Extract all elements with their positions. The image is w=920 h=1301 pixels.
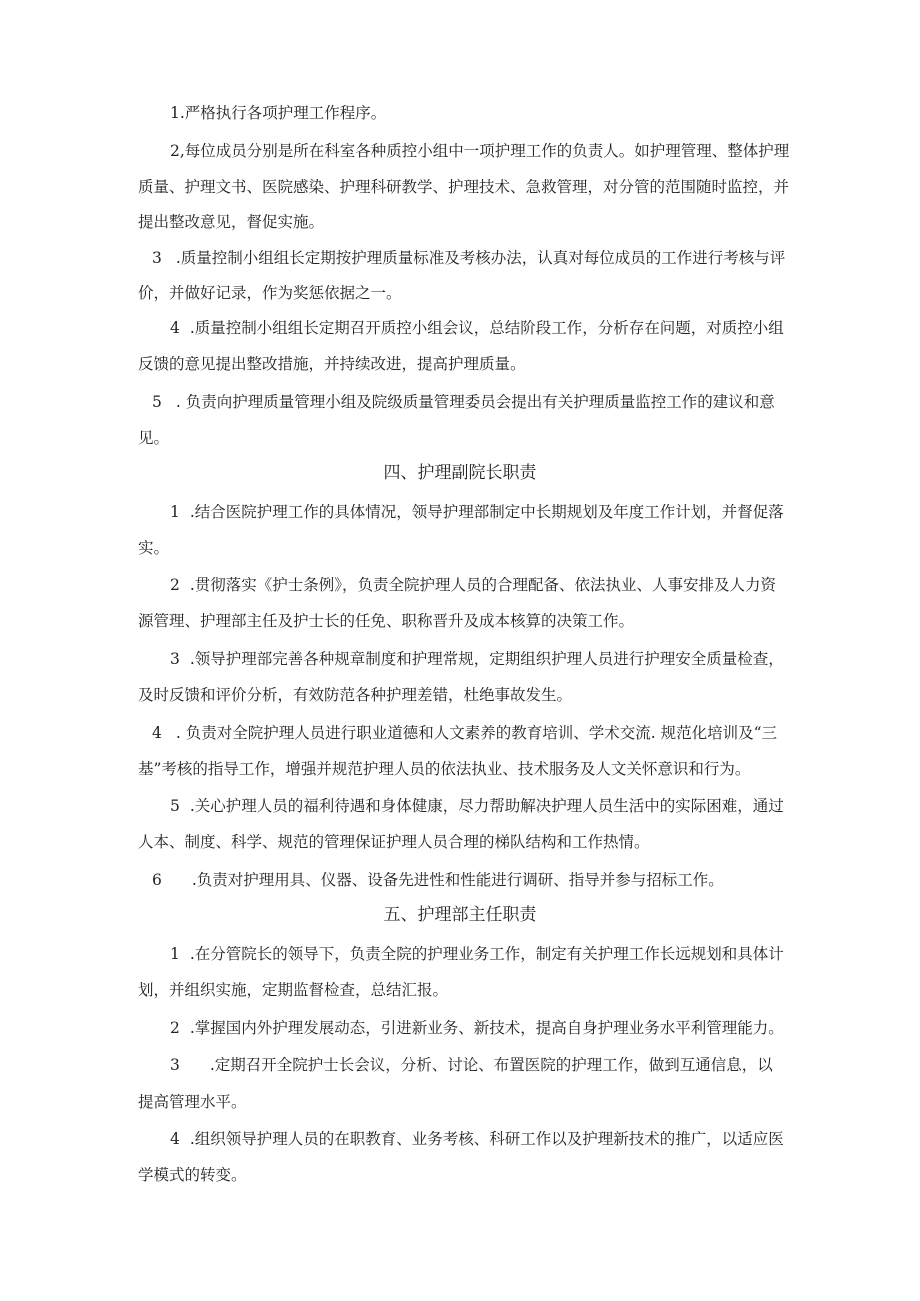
paragraph-text: 每位成员分别是所在科室各种质控小组中一项护理工作的负责人。如护理管理、整体护理 xyxy=(184,142,790,160)
item-number: 2, xyxy=(170,142,185,160)
paragraph-3-4-line-1 xyxy=(170,318,784,338)
paragraph-text: .质量控制小组组长定期召开质控小组会议，总结阶段工作，分析存在问题，对质控小组 xyxy=(189,319,784,337)
paragraph-3-3-line-2: 价，并做好记录，作为奖惩依据之一。 xyxy=(138,284,402,302)
paragraph-5-3-line-2: 提高管理水平。 xyxy=(138,1093,247,1111)
paragraph-3-3-line-1 xyxy=(152,248,785,268)
paragraph-text: . 负责对全院护理人员进行职业道德和人文素养的教育培训、学术交流. 规范化培训及“三 xyxy=(175,724,778,742)
paragraph-text: .领导护理部完善各种规章制度和护理常规，定期组织护理人员进行护理安全质量检查， xyxy=(189,650,784,668)
paragraph-text: .质量控制小组组长定期按护理质量标准及考核办法，认真对每位成员的工作进行考核与评 xyxy=(175,249,786,267)
paragraph-text: .掌握国内外护理发展动态，引进新业务、新技术，提高自身护理业务水平利管理能力。 xyxy=(189,1019,784,1037)
paragraph-5-4-line-2: 学模式的转变。 xyxy=(138,1166,247,1184)
item-number: 1. xyxy=(170,104,185,122)
paragraph-4-5-line-1 xyxy=(170,796,784,816)
paragraph-4-2-line-2: 源管理、护理部主任及护士长的任免、职称晋升及成本核算的决策工作。 xyxy=(138,612,635,630)
paragraph-5-2-line-1 xyxy=(170,1018,784,1038)
paragraph-text: .负责对护理用具、仪器、设备先进性和性能进行调研、指导并参与招标工作。 xyxy=(191,871,724,889)
paragraph-4-1-line-1 xyxy=(170,502,784,522)
paragraph-text: .在分管院长的领导下，负责全院的护理业务工作，制定有关护理工作长远规划和具体计 xyxy=(189,945,784,963)
paragraph-4-6-line-1 xyxy=(152,870,724,890)
item-number: 1 xyxy=(170,945,180,963)
paragraph-3-2-line-3: 提出整改意见，督促实施。 xyxy=(138,213,325,231)
item-number: 3 xyxy=(152,249,162,267)
paragraph-4-1-line-2: 实。 xyxy=(138,539,170,557)
item-number: 6 xyxy=(152,871,162,889)
paragraph-4-4-line-2: 基”考核的指导工作，增强并规范护理人员的依法执业、技术服务及人文关怀意识和行为。 xyxy=(138,760,751,778)
paragraph-3-5-line-1 xyxy=(152,392,775,412)
item-number: 5 xyxy=(152,393,162,411)
paragraph-text: 严格执行各项护理工作程序。 xyxy=(184,104,387,122)
paragraph-3-5-line-2: 见。 xyxy=(138,429,170,447)
paragraph-text: .关心护理人员的福利待遇和身体健康，尽力帮助解决护理人员生活中的实际困难，通过 xyxy=(189,797,784,815)
paragraph-text: .结合医院护理工作的具体情况，领导护理部制定中长期规划及年度工作计划，并督促落 xyxy=(189,503,784,521)
paragraph-5-1-line-2: 划，并组织实施，定期监督检查，总结汇报。 xyxy=(138,981,449,999)
paragraph-5-3-line-1 xyxy=(170,1055,773,1075)
paragraph-3-4-line-2: 反馈的意见提出整改措施，并持续改进，提高护理质量。 xyxy=(138,355,526,373)
item-number: 4 xyxy=(170,1130,180,1148)
paragraph-text: .组织领导护理人员的在职教育、业务考核、科研工作以及护理新技术的推广，以适应医 xyxy=(189,1130,784,1148)
item-number: 2 xyxy=(170,1019,180,1037)
item-number: 5 xyxy=(170,797,180,815)
section-4-title: 四、护理副院长职责 xyxy=(383,463,537,483)
paragraph-text: .定期召开全院护士长会议，分析、讨论、布置医院的护理工作，做到互通信息，以 xyxy=(209,1056,773,1074)
paragraph-5-1-line-1 xyxy=(170,944,784,964)
paragraph-4-3-line-1 xyxy=(170,649,784,669)
item-number: 2 xyxy=(170,576,180,594)
paragraph-text: .贯彻落实《护士条例》，负责全院护理人员的合理配备、依法执业、人事安排及人力资 xyxy=(189,576,777,594)
paragraph-4-3-line-2: 及时反馈和评价分析，有效防范各种护理差错，杜绝事故发生。 xyxy=(138,686,573,704)
item-number: 3 xyxy=(170,650,180,668)
paragraph-3-2-line-1 xyxy=(170,141,789,161)
item-number: 3 xyxy=(170,1056,180,1074)
paragraph-text: . 负责向护理质量管理小组及院级质量管理委员会提出有关护理质量监控工作的建议和意 xyxy=(175,393,775,411)
section-5-title: 五、护理部主任职责 xyxy=(383,905,537,925)
paragraph-4-2-line-1 xyxy=(170,575,776,595)
paragraph-4-4-line-1 xyxy=(152,723,777,743)
paragraph-3-2-line-2: 质量、护理文书、医院感染、护理科研教学、护理技术、急救管理，对分管的范围随时监控，并 xyxy=(138,178,790,196)
item-number: 4 xyxy=(152,724,162,742)
paragraph-4-5-line-2: 人本、制度、科学、规范的管理保证护理人员合理的梯队结构和工作热情。 xyxy=(138,833,650,851)
item-number: 1 xyxy=(170,503,180,521)
paragraph-3-1 xyxy=(170,103,386,123)
paragraph-5-4-line-1 xyxy=(170,1129,784,1149)
item-number: 4 xyxy=(170,319,180,337)
